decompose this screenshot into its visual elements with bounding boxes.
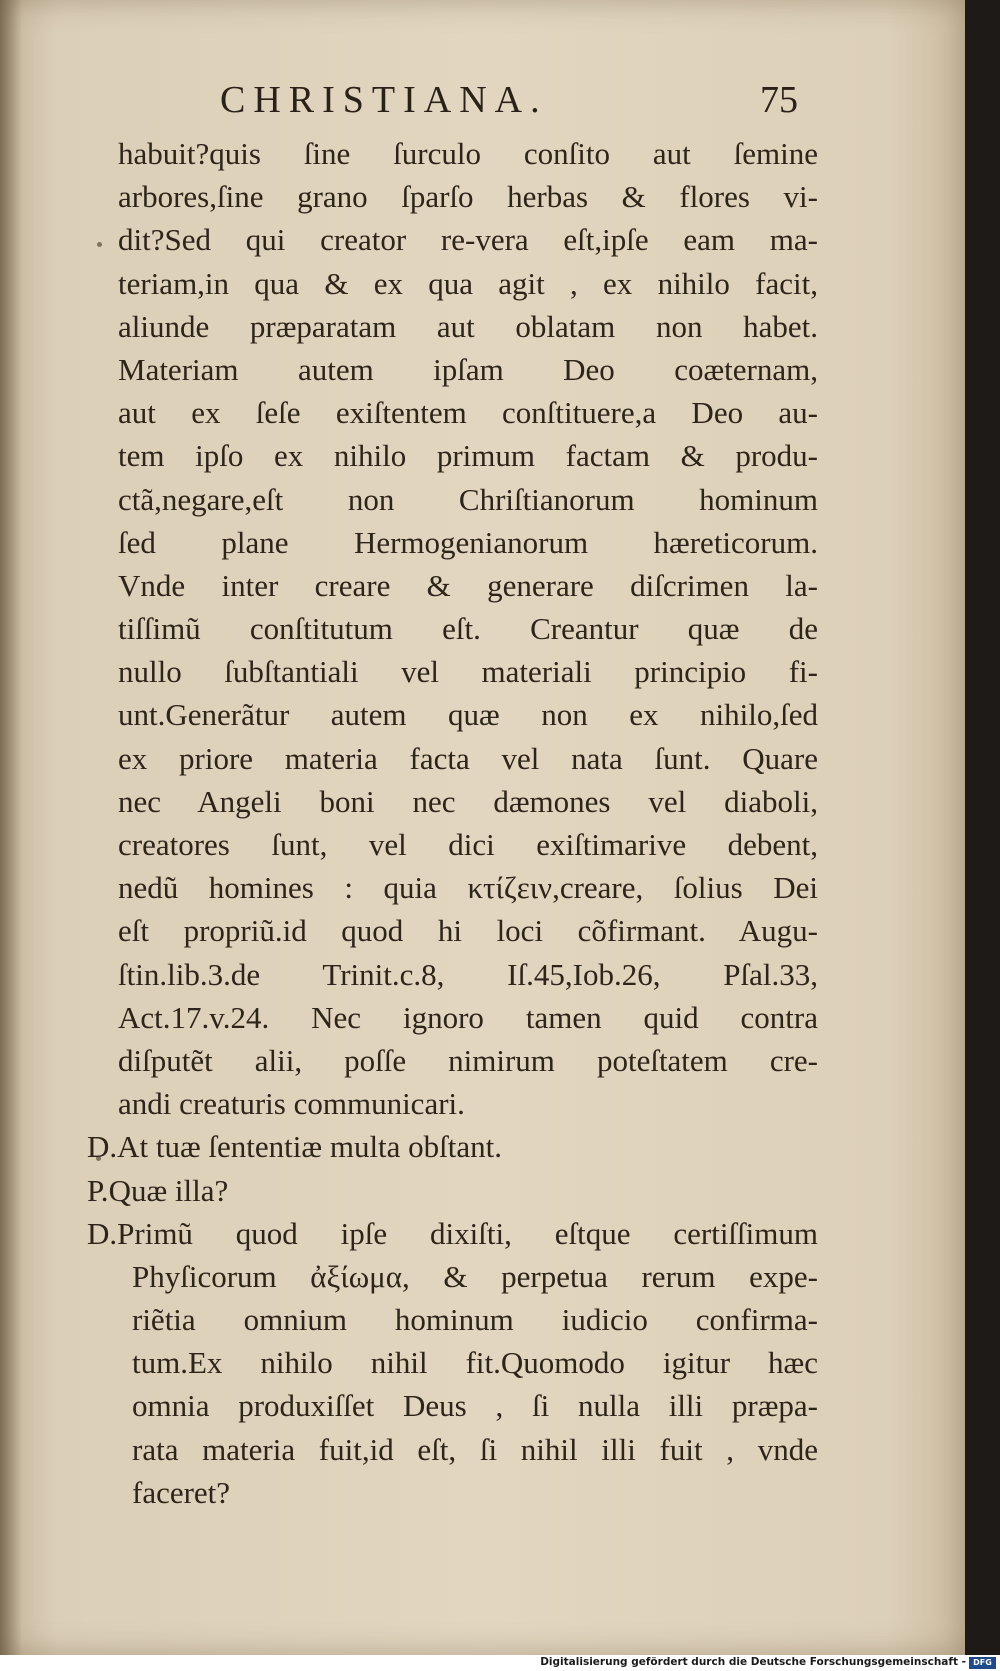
text-line: nec Angeli boni nec dæmones vel diaboli, xyxy=(118,783,818,819)
text-line: nedũ homines : quia κτίζειν,creare, ſolius Dei xyxy=(118,870,818,906)
funding-credit: Digitalisierung gefördert durch die Deutsche Forschungsgemeinschaft - xyxy=(540,1656,966,1668)
text-block xyxy=(87,132,818,1514)
gutter-shadow xyxy=(0,0,22,1655)
page-number: 75 xyxy=(760,79,798,121)
speech-text: At tuæ ſententiæ multa obſtant. xyxy=(117,1129,503,1165)
text-line: rata materia fuit,id eſt, ſi nihil illi fuit , vnde xyxy=(132,1431,818,1467)
speaker-label: D. xyxy=(87,1129,118,1165)
dfg-logo: DFG xyxy=(969,1657,996,1669)
digitization-footer xyxy=(0,1655,1000,1671)
running-head: CHRISTIANA. xyxy=(220,79,548,121)
text-line: diſputẽt alii, poſſe nimirum poteſtatem cre- xyxy=(118,1042,818,1078)
text-line: riẽtia omnium hominum iudicio confirma- xyxy=(132,1302,818,1338)
speaker-label: P. xyxy=(87,1172,109,1208)
text-line: Act.17.v.24. Nec ignoro tamen quid contra xyxy=(118,999,818,1035)
text-line: Materiam autem ipſam Deo coæternam, xyxy=(118,351,818,387)
speech-text: Primũ quod ipſe dixiſti, eſtque certiſſimum xyxy=(117,1215,818,1251)
text-line: habuit?quis ſine ſurculo conſito aut ſemine xyxy=(118,136,818,171)
dialogue-line xyxy=(87,1169,818,1212)
text-line: ex priore materia facta vel nata ſunt. Quare xyxy=(118,740,818,776)
text-line: aut ex ſeſe exiſtentem conſtituere,a Deo au- xyxy=(118,395,818,431)
text-line: dit?Sed qui creator re-vera eſt,ipſe eam ma- xyxy=(118,222,818,258)
text-line: tiſſimũ conſtitutum eſt. Creantur quæ de xyxy=(118,611,818,647)
text-line: arbores,ſine grano ſparſo herbas & flores vi- xyxy=(118,179,818,215)
text-line: tum.Ex nihilo nihil fit.Quomodo igitur hæc xyxy=(132,1345,818,1381)
margin-mark xyxy=(97,242,102,247)
text-line: aliunde præparatam aut oblatam non habet. xyxy=(118,308,818,344)
text-line: Phyſicorum ἀξίωμα, & perpetua rerum expe- xyxy=(132,1258,818,1294)
text-line: eſt propriũ.id quod hi loci cõfirmant. Augu- xyxy=(118,913,818,949)
dialogue-line xyxy=(87,1125,818,1168)
dialogue-line xyxy=(87,1212,818,1255)
text-line: tem ipſo ex nihilo primum factam & produ- xyxy=(118,438,818,474)
text-line: omnia produxiſſet Deus , ſi nulla illi præpa- xyxy=(132,1388,818,1424)
text-line: faceret? xyxy=(132,1474,231,1510)
text-line: teriam,in qua & ex qua agit , ex nihilo facit, xyxy=(118,265,818,301)
text-line: ctã,negare,eſt non Chriſtianorum hominum xyxy=(118,481,818,517)
text-line: creatores ſunt, vel dici exiſtimarive debent, xyxy=(118,827,818,862)
speaker-label: D. xyxy=(87,1215,118,1251)
speech-text: Quæ illa? xyxy=(108,1172,229,1208)
text-line: ſed plane Hermogenianorum hæreticorum. xyxy=(118,524,818,560)
text-line: unt.Generãtur autem quæ non ex nihilo,ſed xyxy=(118,697,818,733)
text-line: ſtin.lib.3.de Trinit.c.8, Iſ.45,Iob.26, Pſal.33, xyxy=(118,956,818,992)
page-header xyxy=(120,78,820,126)
text-line: nullo ſubſtantiali vel materiali principio fi- xyxy=(118,654,818,690)
text-line: andi creaturis communicari. xyxy=(118,1086,465,1122)
text-line: Vnde inter creare & generare diſcrimen la- xyxy=(118,567,818,603)
